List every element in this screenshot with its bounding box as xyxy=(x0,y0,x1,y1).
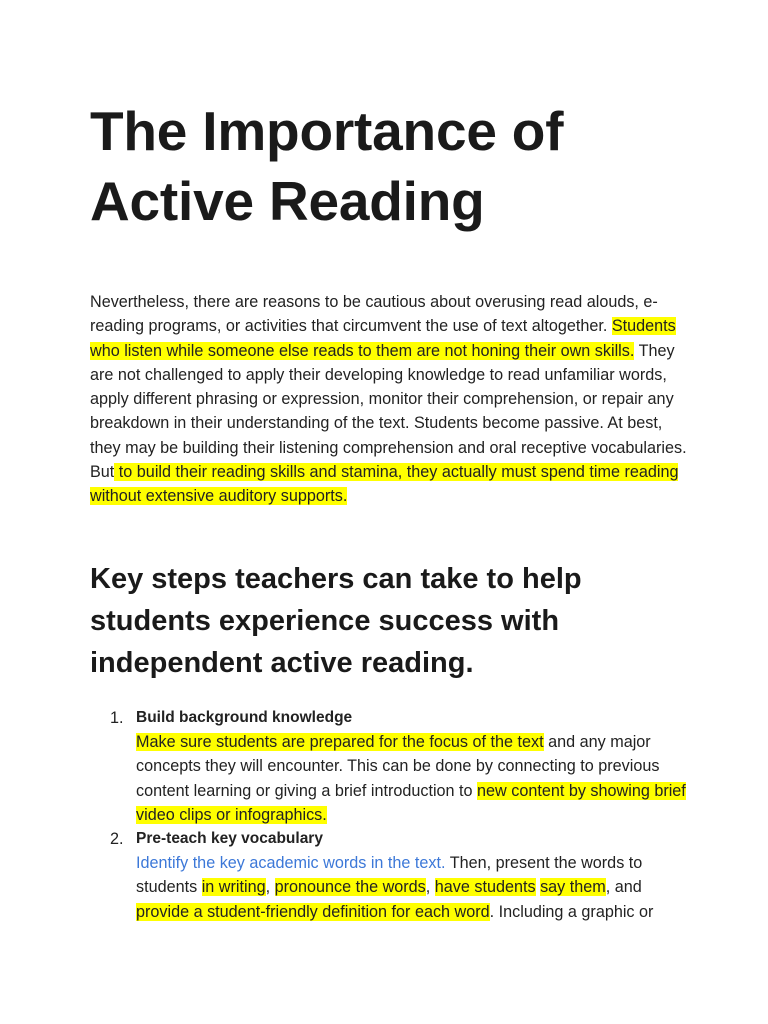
steps-list xyxy=(90,706,690,924)
step-highlight: new content by showing brief video clips or infographics. xyxy=(136,781,686,824)
list-number: 1. xyxy=(110,709,124,727)
step-title: Pre-teach key vocabulary xyxy=(136,830,323,848)
step-highlight: have students xyxy=(434,878,536,897)
step-highlight: provide a student-friendly definition for each word xyxy=(136,902,490,921)
intro-highlight: to build their reading skills and stamina, they actually must spend time reading without extensive auditory supports. xyxy=(90,463,679,506)
intro-text: Nevertheless, there are reasons to be cautious about overusing read alouds, e-reading programs, or activities that circumvent the use of text altogether. xyxy=(90,293,658,336)
list-item xyxy=(90,706,690,827)
step-link[interactable]: Identify the key academic words in the text. xyxy=(136,854,446,873)
intro-paragraph xyxy=(90,290,690,509)
step-highlight: say them xyxy=(540,878,606,897)
intro-text: They are not challenged to apply their developing knowledge to read unfamiliar words, apply different phrasing or expression, monitor their comprehension, or repair any breakdown in their understanding of the text. Students become passive. At best, they may be building their listening comprehension and oral receptive vocabularies. But xyxy=(90,341,687,482)
step-highlight: in writing xyxy=(201,878,266,897)
step-text: and any major concepts they will encounter. This can be done by connecting to previous content learning or giving a brief introduction to xyxy=(136,733,660,800)
list-item xyxy=(90,827,690,924)
list-number: 2. xyxy=(110,830,124,849)
step-text: Then, present the words to students xyxy=(136,854,643,897)
section-heading: Key steps teachers can take to help students experience success with independent active reading. xyxy=(90,563,582,679)
page-title: The Importance of Active Reading xyxy=(90,100,564,232)
step-text: , and xyxy=(605,878,642,897)
step-title: Build background knowledge xyxy=(136,709,353,726)
step-highlight: pronounce the words xyxy=(274,878,426,897)
step-highlight: Make sure students are prepared for the focus of the text xyxy=(136,733,544,752)
step-text: , xyxy=(265,878,275,897)
intro-highlight: Students who listen while someone else reads to them are not honing their own skills. xyxy=(90,317,676,360)
step-text: , xyxy=(425,878,435,897)
step-text: . Including a graphic or xyxy=(489,902,654,921)
